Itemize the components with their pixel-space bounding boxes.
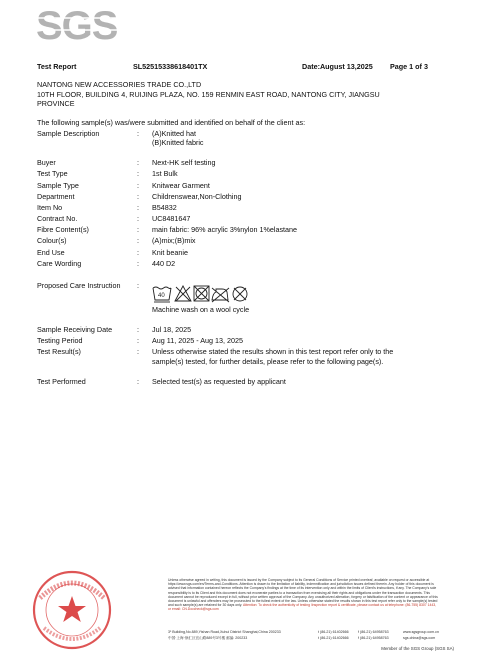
field-value: Jul 18, 2025 xyxy=(152,325,192,334)
colon: : xyxy=(137,377,139,386)
do-not-iron-icon xyxy=(212,288,229,302)
field-value: Selected test(s) as requested by applicant xyxy=(152,377,286,386)
client-name: NANTONG NEW ACCESSORIES TRADE CO.,LTD xyxy=(37,80,202,89)
do-not-bleach-icon xyxy=(175,286,191,301)
field-value: Aug 11, 2025 - Aug 13, 2025 xyxy=(152,336,243,345)
field-label: Sample Type xyxy=(37,181,79,190)
colon: : xyxy=(137,158,139,167)
sgs-group-member: Member of the SGS Group (SGS SA) xyxy=(381,646,454,651)
date-row-testing-period xyxy=(0,336,478,347)
authenticity-warning: Attention: To check the authenticity of testing /inspection report & certificate, please contact us at telephone: (86-755) 8307 1443, or email: CN.Doccheck@sgs.com xyxy=(168,603,437,612)
field-row-item-no xyxy=(0,203,478,214)
field-row-care-wording xyxy=(0,259,478,270)
footer-web[interactable]: www.sgsgroup.com.cn xyxy=(403,630,439,634)
client-address-line1: 10TH FLOOR, BUILDING 4, RUIJING PLAZA, NO. 159 RENMIN EAST ROAD, NANTONG CITY, JIANGSU xyxy=(37,90,380,99)
field-row-department xyxy=(0,192,478,203)
wash-40-wool-icon xyxy=(153,287,171,303)
field-label: Test Performed xyxy=(37,377,86,386)
inspection-seal xyxy=(30,568,114,652)
colon: : xyxy=(137,181,139,190)
field-value: B54832 xyxy=(152,203,177,212)
field-label: End Use xyxy=(37,248,65,257)
colon: : xyxy=(137,325,139,334)
colon: : xyxy=(137,225,139,234)
field-label: Fibre Content(s) xyxy=(37,225,89,234)
do-not-dryclean-icon xyxy=(233,287,247,301)
colon: : xyxy=(137,336,139,345)
do-not-tumble-dry-icon xyxy=(194,286,209,301)
care-instruction-text: Machine wash on a wool cycle xyxy=(152,305,250,314)
disclaimer-text: Unless otherwise agreed in writing, this document is issued by the Company subject to its General Conditions of Service printed overleaf, available on request or accessible at https://www.sgs.com/en/Terms-and-Conditions. Attention is drawn to the limitation of liability, indemnification and jurisdiction issues defined therein. Any holder of this document is advised that information contained hereon reflects the Company's findings at the time of its intervention only and within the limits of Client's instructions, if any. The Company's sole responsibility is to its Client and this document does not exonerate parties to a transaction from exercising all their rights and obligations under the transaction documents. This document cannot be reproduced except in full, without prior written approval of the Company. Any unauthorized alteration, forgery or falsification of the content or appearance of this document is unlawful and offenders may be prosecuted to the fullest extent of the law. Unless otherwise stated the results shown in this test report refer only to the sample(s) tested and such sample(s) are retained for 30 days only. xyxy=(168,578,438,608)
colon: : xyxy=(137,192,139,201)
field-row-contract-no xyxy=(0,214,478,225)
field-label: Sample Description xyxy=(37,129,100,138)
field-value: main fabric: 96% acrylic 3%nylon 1%elastane xyxy=(152,225,298,234)
colon: : xyxy=(137,281,139,290)
field-row-test-type xyxy=(0,169,478,180)
sample-b: (B)Knitted fabric xyxy=(152,138,204,147)
address-cn: 中国·上海·徐汇区宜山路889号3号楼 邮编: 200233 xyxy=(168,636,248,640)
sample-a: (A)Knitted hat xyxy=(152,129,196,138)
field-value: Knitwear Garment xyxy=(152,181,210,190)
footer-fax-cn: f (86-21) 64958763 xyxy=(358,636,389,640)
wash-temperature: 40 xyxy=(158,293,165,299)
field-value: 1st Bulk xyxy=(152,169,178,178)
field-row-sample-type xyxy=(0,181,478,192)
colon: : xyxy=(137,169,139,178)
client-address-line2: PROVINCE xyxy=(37,99,75,108)
sgs-logo-text: SGS xyxy=(36,6,118,44)
field-row-end-use xyxy=(0,248,478,259)
field-label: Contract No. xyxy=(37,214,78,223)
report-number: SL52515338618401TX xyxy=(133,62,208,71)
field-label: Item No xyxy=(37,203,63,212)
test-results-row-2 xyxy=(0,357,478,368)
field-label: Proposed Care Instruction xyxy=(37,281,121,290)
field-label: Testing Period xyxy=(37,336,83,345)
footer-email[interactable]: sgs.china@sgs.com xyxy=(403,636,436,640)
field-label: Test Result(s) xyxy=(37,347,81,356)
field-row-colours xyxy=(0,236,478,247)
colon: : xyxy=(137,214,139,223)
report-date: Date:August 13,2025 xyxy=(302,62,373,71)
date-row-receiving xyxy=(0,325,478,336)
footer-tel: t (86-21) 61402666 xyxy=(318,630,349,634)
test-results-line1: Unless otherwise stated the results shown in this test report refer only to the xyxy=(152,347,394,356)
field-value: UC8481647 xyxy=(152,214,191,223)
test-results-line2: sample(s) tested, for further details, please refer to the following page(s). xyxy=(152,357,384,366)
footer-disclaimer xyxy=(168,578,440,612)
sgs-logo xyxy=(36,6,122,44)
care-symbols xyxy=(152,283,262,303)
field-label: Sample Receiving Date xyxy=(37,325,113,334)
field-label: Test Type xyxy=(37,169,68,178)
sample-description-row-2 xyxy=(0,138,478,149)
test-performed-row xyxy=(0,377,478,388)
doc-type: Test Report xyxy=(37,62,77,71)
field-value: (A)mix;(B)mix xyxy=(152,236,196,245)
field-label: Care Wording xyxy=(37,259,82,268)
colon: : xyxy=(137,259,139,268)
field-value: Childrenswear,Non-Clothing xyxy=(152,192,242,201)
field-value: 440 D2 xyxy=(152,259,176,268)
field-value: Knit beanie xyxy=(152,248,188,257)
field-label: Buyer xyxy=(37,158,56,167)
page-indicator: Page 1 of 3 xyxy=(390,62,428,71)
colon: : xyxy=(137,248,139,257)
footer-fax: f (86-21) 64958763 xyxy=(358,630,389,634)
colon: : xyxy=(137,347,139,356)
colon: : xyxy=(137,129,139,138)
field-row-buyer xyxy=(0,158,478,169)
field-label: Colour(s) xyxy=(37,236,67,245)
field-row-fibre-content xyxy=(0,225,478,236)
footer-tel-cn: t (86-21) 61402666 xyxy=(318,636,349,640)
intro-text: The following sample(s) was/were submitted and identified on behalf of the client as: xyxy=(37,118,306,127)
colon: : xyxy=(137,203,139,212)
address-en: 3ˢ Building,No.889,Yishan Road,Xuhui District Shanghai,China 200233 xyxy=(168,630,281,634)
field-label: Department xyxy=(37,192,75,201)
colon: : xyxy=(137,236,139,245)
field-value: Next-HK self testing xyxy=(152,158,216,167)
